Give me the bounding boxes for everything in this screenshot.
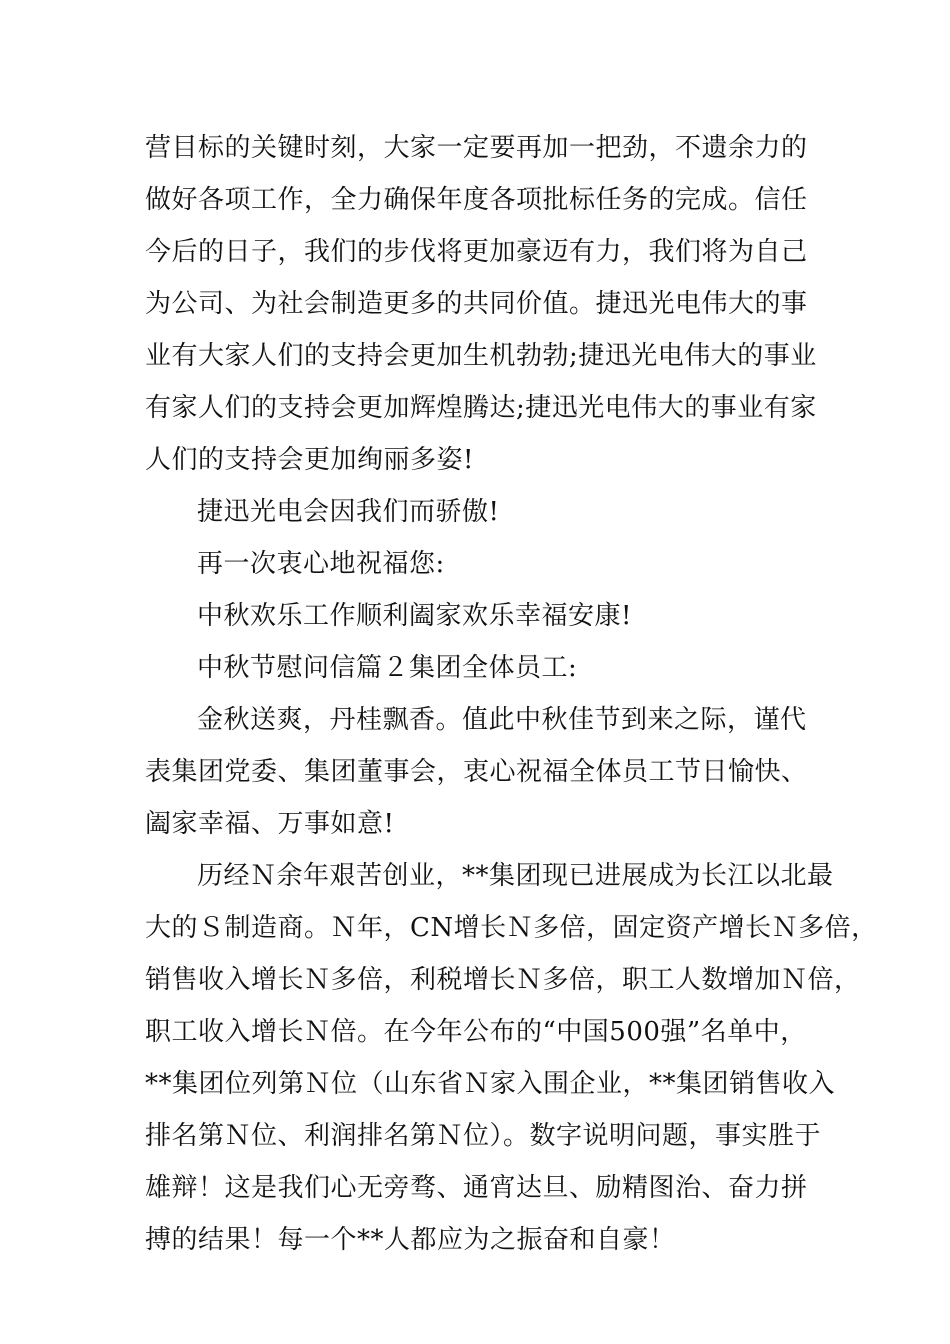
text-line: 再一次衷心地祝福您:: [197, 549, 445, 579]
text-line: 有家人们的支持会更加辉煌腾达;捷迅光电伟大的事业有家: [145, 393, 817, 423]
text-line: 捷迅光电会因我们而骄傲!: [197, 497, 500, 527]
text-line: 表集团党委、集团董事会，衷心祝福全体员工节日愉快、: [145, 757, 808, 787]
text-line: **集团位列第Ｎ位（山东省Ｎ家入围企业，**集团销售收入: [145, 1069, 836, 1099]
text-line: 为公司、为社会制造更多的共同价值。捷迅光电伟大的事: [145, 289, 808, 319]
text-line: 雄辩！这是我们心无旁骛、通宵达旦、励精图治、奋力拼: [145, 1173, 808, 1203]
text-line: 做好各项工作，全力确保年度各项批标任务的完成。信任: [145, 185, 808, 215]
text-line: 中秋欢乐工作顺利阖家欢乐幸福安康!: [197, 601, 632, 631]
text-line: 营目标的关键时刻，大家一定要再加一把劲，不遗余力的: [145, 133, 808, 163]
document-body: [145, 122, 878, 1266]
text-line: 阖家幸福、万事如意!: [145, 809, 395, 839]
text-line: 搏的结果！每一个**人都应为之振奋和自豪！: [145, 1225, 676, 1255]
text-line: 业有大家人们的支持会更加生机勃勃;捷迅光电伟大的事业: [145, 341, 817, 371]
text-line: 销售收入增长Ｎ多倍，利税增长Ｎ多倍，职工人数增加Ｎ倍，: [145, 965, 861, 995]
text-line: 职工收入增长Ｎ倍。在今年公布的“中国500强”名单中，: [145, 1017, 807, 1047]
text-line: 人们的支持会更加绚丽多姿!: [145, 445, 474, 475]
text-line: 大的Ｓ制造商。Ｎ年，CN增长Ｎ多倍，固定资产增长Ｎ多倍，: [145, 913, 878, 943]
text-line: 历经Ｎ余年艰苦创业，**集团现已进展成为长江以北最: [197, 861, 834, 891]
text-line: 今后的日子，我们的步伐将更加豪迈有力，我们将为自己: [145, 237, 808, 267]
text-line: 排名第Ｎ位、利润排名第Ｎ位）。数字说明问题，事实胜于: [145, 1121, 822, 1151]
section-heading: 中秋节慰问信篇２集团全体员工:: [197, 653, 578, 683]
text-line: 金秋送爽，丹桂飘香。值此中秋佳节到来之际，谨代: [197, 705, 807, 735]
